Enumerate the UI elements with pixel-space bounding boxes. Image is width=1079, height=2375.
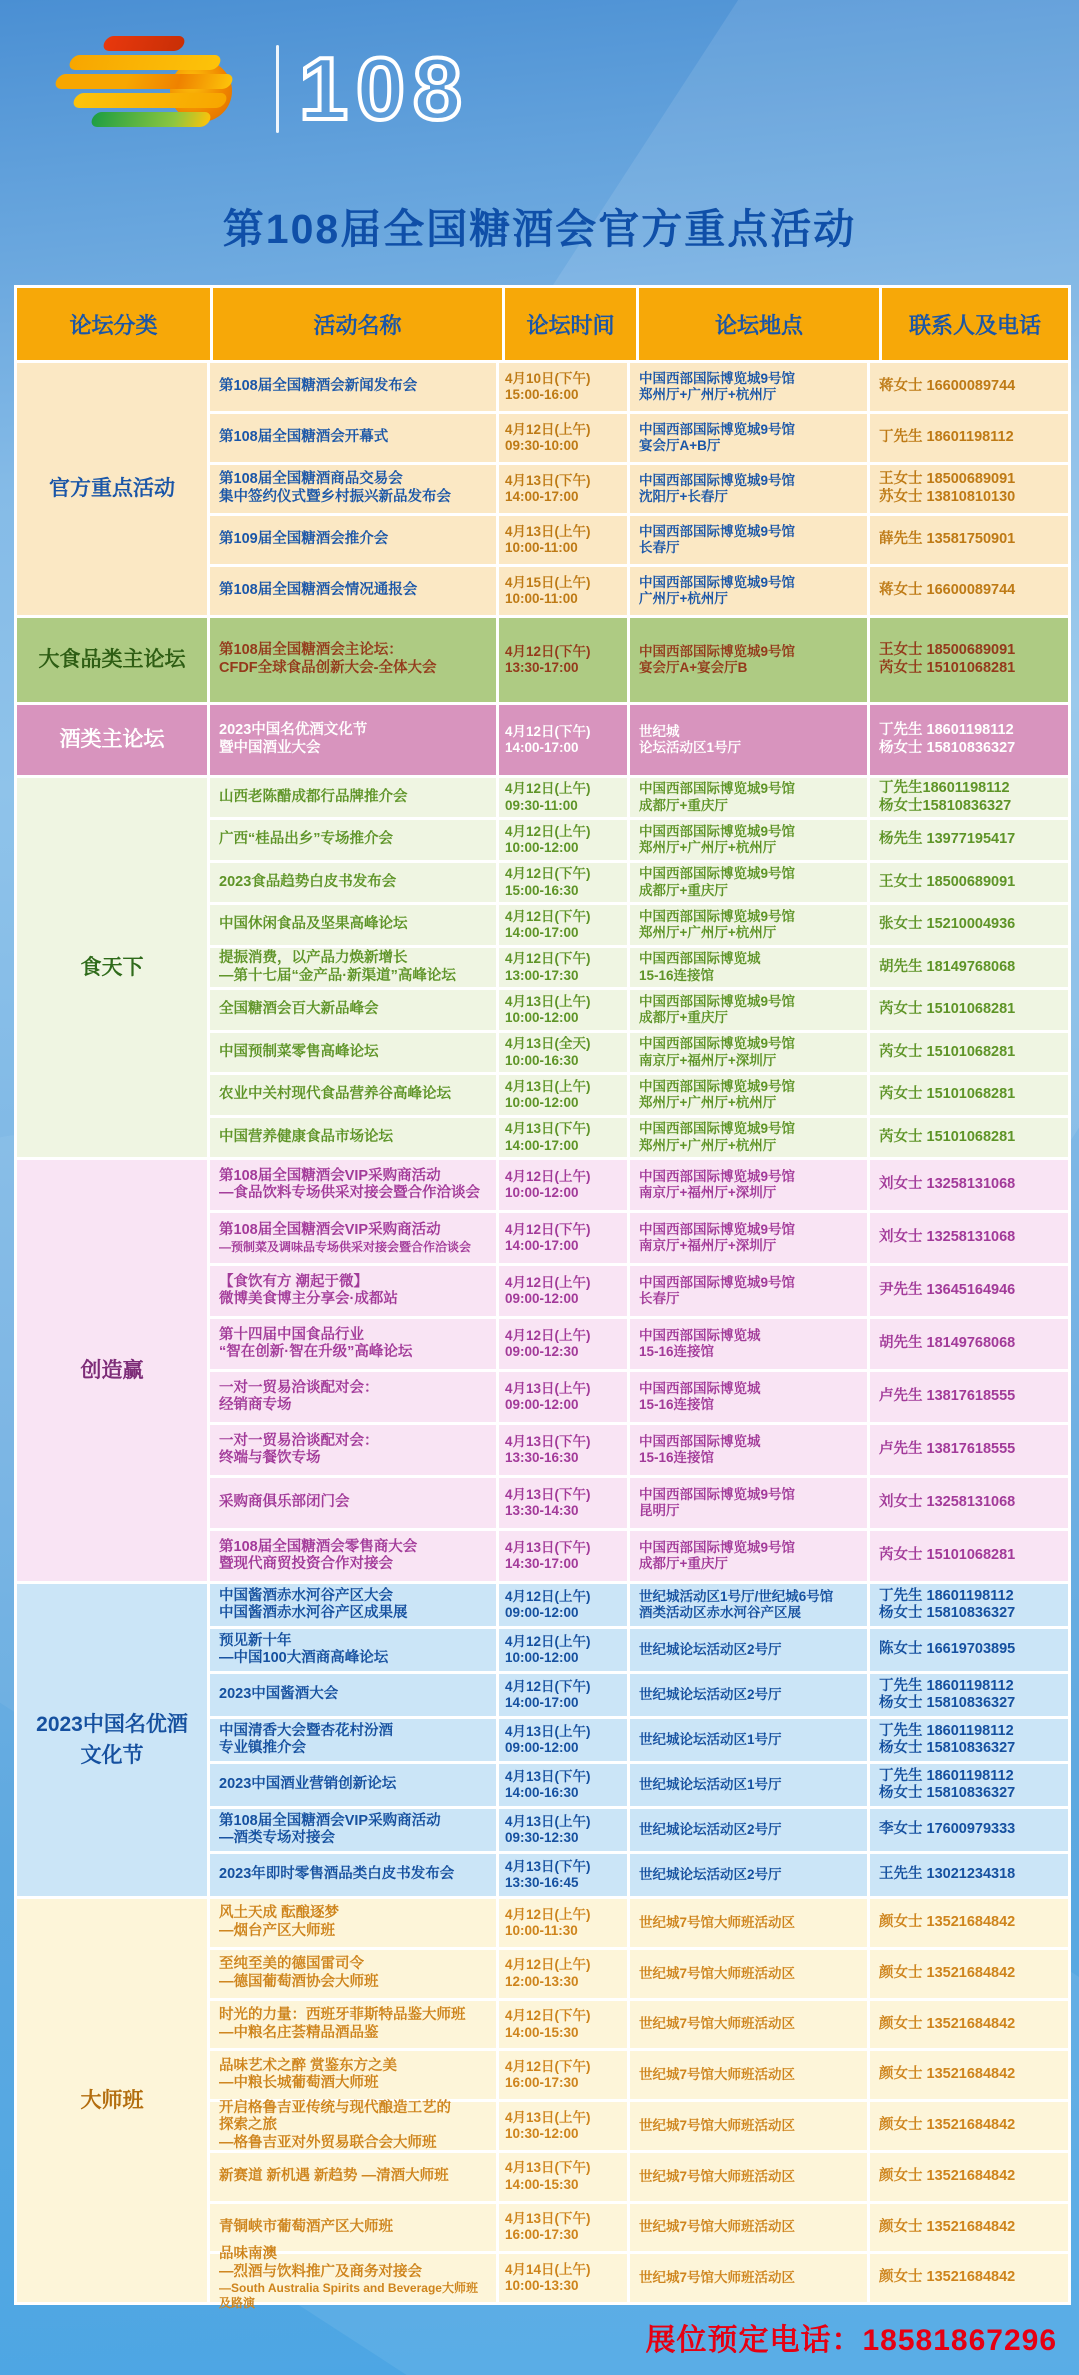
event-contact: 张女士 15210004936 — [870, 905, 1068, 944]
event-venue: 中国西部国际博览城9号馆 南京厅+福州厅+深圳厅 — [630, 1160, 870, 1210]
event-name: 预见新十年 —中国100大酒商高峰论坛 — [210, 1629, 499, 1671]
page-title: 第108届全国糖酒会官方重点活动 — [222, 206, 857, 252]
event-venue: 世纪城论坛活动区1号厅 — [630, 1764, 870, 1806]
event-venue: 世纪城7号馆大师班活动区 — [630, 2051, 870, 2099]
event-row — [210, 1806, 1068, 1851]
booking-phone — [645, 2315, 1057, 2359]
table-section — [17, 775, 1068, 1157]
event-time: 4月12日(下午) 14:00-15:30 — [499, 2001, 630, 2049]
event-contact: 芮女士 15101068281 — [870, 1531, 1068, 1581]
event-time: 4月12日(上午) 10:00-12:00 — [499, 1629, 630, 1671]
event-contact: 王女士 18500689091 芮女士 15101068281 — [870, 618, 1068, 702]
event-contact: 杨先生 13977195417 — [870, 820, 1068, 859]
event-venue: 中国西部国际博览城9号馆 郑州厅+广州厅+杭州厅 — [630, 1118, 870, 1157]
event-venue: 中国西部国际博览城 15-16连接馆 — [630, 1319, 870, 1369]
event-name: 【食饮有方 潮起于微】 微博美食博主分享会·成都站 — [210, 1266, 499, 1316]
event-time: 4月13日(上午) 10:00-12:00 — [499, 1075, 630, 1114]
event-contact: 王先生 13021234318 — [870, 1854, 1068, 1896]
event-name: 青铜峡市葡萄酒产区大师班 — [210, 2204, 499, 2252]
event-venue: 世纪城7号馆大师班活动区 — [630, 2102, 870, 2150]
event-name: 2023中国酒业营销创新论坛 — [210, 1764, 499, 1806]
event-venue: 世纪城7号馆大师班活动区 — [630, 2254, 870, 2302]
event-contact: 颜女士 13521684842 — [870, 2153, 1068, 2201]
event-name: 中国预制菜零售高峰论坛 — [210, 1033, 499, 1072]
event-time: 4月12日(下午) 15:00-16:30 — [499, 863, 630, 902]
event-venue: 世纪城7号馆大师班活动区 — [630, 2204, 870, 2252]
event-time: 4月13日(上午) 10:00-12:00 — [499, 990, 630, 1029]
event-contact: 颜女士 13521684842 — [870, 2254, 1068, 2302]
event-venue: 中国西部国际博览城9号馆 郑州厅+广州厅+杭州厅 — [630, 1075, 870, 1114]
event-name: 2023中国名优酒文化节 暨中国酒业大会 — [210, 705, 499, 775]
event-venue: 中国西部国际博览城9号馆 郑州厅+广州厅+杭州厅 — [630, 363, 870, 411]
event-row — [210, 2245, 1068, 2310]
event-row — [210, 1528, 1068, 1581]
event-contact: 丁先生 18601198112 杨女士 15810836327 — [870, 1584, 1068, 1626]
event-contact: 蒋女士 16600089744 — [870, 567, 1068, 615]
column-header: 论坛地点 — [639, 288, 882, 360]
event-venue: 中国西部国际博览城9号馆 成都厅+重庆厅 — [630, 990, 870, 1029]
event-name: 第108届全国糖酒会情况通报会 — [210, 567, 499, 615]
event-row — [210, 902, 1068, 944]
event-venue: 中国西部国际博览城9号馆 郑州厅+广州厅+杭州厅 — [630, 820, 870, 859]
event-time: 4月13日(下午) 16:00-17:30 — [499, 2204, 630, 2252]
event-time: 4月12日(下午) 13:30-17:00 — [499, 618, 630, 702]
event-name: 2023年即时零售酒品类白皮书发布会 — [210, 1854, 499, 1896]
event-row — [210, 860, 1068, 902]
event-row — [210, 987, 1068, 1029]
event-contact: 颜女士 13521684842 — [870, 2001, 1068, 2049]
event-name: 一对一贸易洽谈配对会： 终端与餐饮专场 — [210, 1425, 499, 1475]
event-name: 开启格鲁吉亚传统与现代酿造工艺的 探索之旅 —格鲁吉亚对外贸易联合会大师班 — [210, 2102, 499, 2150]
event-name: 第108届全国糖酒会新闻发布会 — [210, 363, 499, 411]
table-section — [17, 360, 1068, 615]
event-time: 4月12日(下午) 14:00-17:00 — [499, 705, 630, 775]
events-table — [14, 285, 1071, 2310]
event-row — [210, 817, 1068, 859]
event-time: 4月12日(上午) 10:00-12:00 — [499, 1160, 630, 1210]
event-venue: 中国西部国际博览城9号馆 宴会厅A+宴会厅B — [630, 618, 870, 702]
event-time: 4月13日(下午) 14:00-17:00 — [499, 1118, 630, 1157]
event-name: 第108届全国糖酒会VIP采购商活动 —酒类专场对接会 — [210, 1809, 499, 1851]
event-venue: 世纪城7号馆大师班活动区 — [630, 1950, 870, 1998]
event-name: 山西老陈醋成都行品牌推介会 — [210, 778, 499, 817]
event-time: 4月13日(上午) 09:00-12:00 — [499, 1719, 630, 1761]
event-name: 中国休闲食品及坚果高峰论坛 — [210, 905, 499, 944]
event-venue: 中国西部国际博览城 15-16连接馆 — [630, 948, 870, 987]
event-venue: 世纪城论坛活动区2号厅 — [630, 1854, 870, 1896]
event-time: 4月12日(下午) 14:00-17:00 — [499, 1674, 630, 1716]
event-time: 4月12日(上午) 10:00-11:30 — [499, 1899, 630, 1947]
column-header: 活动名称 — [213, 288, 505, 360]
event-row — [210, 1072, 1068, 1114]
event-time: 4月12日(上午) 09:00-12:30 — [499, 1319, 630, 1369]
event-row — [210, 945, 1068, 987]
event-name: 2023食品趋势白皮书发布会 — [210, 863, 499, 902]
event-row — [210, 1899, 1068, 1947]
table-section — [17, 1157, 1068, 1581]
event-name: 第108届全国糖酒会主论坛： CFDF全球食品创新大会-全体大会 — [210, 618, 499, 702]
event-name: 提振消费，以产品力焕新增长 —第十七届“金产品·新渠道”高峰论坛 — [210, 948, 499, 987]
event-row — [210, 1369, 1068, 1422]
booking-phone-label: 展位预定电话： — [645, 2324, 863, 2357]
event-time: 4月12日(下午) 13:00-17:30 — [499, 948, 630, 987]
event-time: 4月14日(上午) 10:00-13:30 — [499, 2254, 630, 2302]
logo-divider — [276, 45, 279, 133]
event-time: 4月12日(下午) 14:00-17:00 — [499, 1213, 630, 1263]
column-header: 论坛分类 — [17, 288, 213, 360]
event-name: 一对一贸易洽谈配对会： 经销商专场 — [210, 1372, 499, 1422]
event-venue: 中国西部国际博览城 15-16连接馆 — [630, 1425, 870, 1475]
event-row — [210, 2201, 1068, 2252]
event-row — [210, 1115, 1068, 1157]
event-name: 广西“桂品出乡”专场推介会 — [210, 820, 499, 859]
event-contact: 芮女士 15101068281 — [870, 1033, 1068, 1072]
logo-number: 108 — [299, 39, 470, 138]
event-name: 中国清香大会暨杏花村汾酒 专业镇推介会 — [210, 1719, 499, 1761]
event-name: 第109届全国糖酒会推介会 — [210, 516, 499, 564]
event-time: 4月12日(上午) 09:30-10:00 — [499, 414, 630, 462]
event-row — [210, 363, 1068, 411]
event-contact: 蒋女士 16600089744 — [870, 363, 1068, 411]
event-row — [210, 564, 1068, 615]
event-time: 4月13日(下午) 13:30-14:30 — [499, 1478, 630, 1528]
event-time: 4月13日(上午) 10:00-11:00 — [499, 516, 630, 564]
event-venue: 中国西部国际博览城9号馆 长春厅 — [630, 1266, 870, 1316]
event-contact: 芮女士 15101068281 — [870, 990, 1068, 1029]
event-contact: 颜女士 13521684842 — [870, 2051, 1068, 2099]
event-row — [210, 1030, 1068, 1072]
event-contact: 陈女士 16619703895 — [870, 1629, 1068, 1671]
event-contact: 颜女士 13521684842 — [870, 1950, 1068, 1998]
event-venue: 中国西部国际博览城9号馆 郑州厅+广州厅+杭州厅 — [630, 905, 870, 944]
category-cell: 大食品类主论坛 — [17, 618, 210, 702]
event-venue: 中国西部国际博览城9号馆 南京厅+福州厅+深圳厅 — [630, 1213, 870, 1263]
event-time: 4月13日(下午) 14:00-15:30 — [499, 2153, 630, 2201]
event-name: 农业中关村现代食品营养谷高峰论坛 — [210, 1075, 499, 1114]
event-venue: 世纪城论坛活动区2号厅 — [630, 1674, 870, 1716]
event-venue: 世纪城论坛活动区2号厅 — [630, 1629, 870, 1671]
event-time: 4月13日(上午) 10:30-12:00 — [499, 2102, 630, 2150]
event-contact: 胡先生 18149768068 — [870, 948, 1068, 987]
event-contact: 胡先生 18149768068 — [870, 1319, 1068, 1369]
table-section — [17, 1581, 1068, 1896]
event-contact: 卢先生 13817618555 — [870, 1425, 1068, 1475]
event-time: 4月12日(下午) 14:00-17:00 — [499, 905, 630, 944]
event-name: 中国酱酒赤水河谷产区大会 中国酱酒赤水河谷产区成果展 — [210, 1584, 499, 1626]
event-venue: 世纪城7号馆大师班活动区 — [630, 1899, 870, 1947]
event-time: 4月12日(上午) 09:00-12:00 — [499, 1584, 630, 1626]
event-name: 品味南澳 —烈酒与饮料推广及商务对接会 —South Australia Spirits and Beverage大师班及路演 — [210, 2254, 499, 2302]
event-venue: 世纪城7号馆大师班活动区 — [630, 2153, 870, 2201]
event-time: 4月12日(上午) 09:00-12:00 — [499, 1266, 630, 1316]
event-row — [210, 462, 1068, 513]
event-name: 第108届全国糖酒会VIP采购商活动 —食品饮料专场供采对接会暨合作洽谈会 — [210, 1160, 499, 1210]
table-header-row — [17, 288, 1068, 360]
event-row — [210, 513, 1068, 564]
event-venue: 中国西部国际博览城9号馆 沈阳厅+长春厅 — [630, 465, 870, 513]
event-time: 4月12日(上午) 09:30-11:00 — [499, 778, 630, 817]
event-time: 4月13日(上午) 09:00-12:00 — [499, 1372, 630, 1422]
event-time: 4月13日(上午) 09:30-12:30 — [499, 1809, 630, 1851]
event-venue: 世纪城活动区1号厅/世纪城6号馆 酒类活动区赤水河谷产区展 — [630, 1584, 870, 1626]
event-row — [210, 2048, 1068, 2099]
event-contact: 尹先生 13645164946 — [870, 1266, 1068, 1316]
event-contact: 李女士 17600979333 — [870, 1809, 1068, 1851]
event-row — [210, 1210, 1068, 1263]
event-time: 4月13日(下午) 13:30-16:30 — [499, 1425, 630, 1475]
event-name: 至纯至美的德国雷司令 —德国葡萄酒协会大师班 — [210, 1950, 499, 1998]
table-section — [17, 1896, 1068, 2310]
category-cell: 食天下 — [17, 778, 210, 1157]
event-contact: 薛先生 13581750901 — [870, 516, 1068, 564]
event-contact: 颜女士 13521684842 — [870, 1899, 1068, 1947]
event-time: 4月15日(上午) 10:00-11:00 — [499, 567, 630, 615]
event-time: 4月13日(下午) 13:30-16:45 — [499, 1854, 630, 1896]
event-row — [210, 2099, 1068, 2150]
event-contact: 丁先生 18601198112 杨女士 15810836327 — [870, 1764, 1068, 1806]
event-venue: 中国西部国际博览城9号馆 南京厅+福州厅+深圳厅 — [630, 1033, 870, 1072]
event-name: 第十四届中国食品行业 “智在创新·智在升级”高峰论坛 — [210, 1319, 499, 1369]
event-row — [210, 1475, 1068, 1528]
event-row — [210, 1316, 1068, 1369]
event-contact: 刘女士 13258131068 — [870, 1160, 1068, 1210]
column-header: 联系人及电话 — [908, 312, 1041, 338]
event-time: 4月12日(下午) 16:00-17:30 — [499, 2051, 630, 2099]
event-contact: 颜女士 13521684842 — [870, 2204, 1068, 2252]
event-name: 第108届全国糖酒商品交易会 集中签约仪式暨乡村振兴新品发布会 — [210, 465, 499, 513]
event-name: 采购商俱乐部闭门会 — [210, 1478, 499, 1528]
event-time: 4月13日(全天) 10:00-16:30 — [499, 1033, 630, 1072]
event-contact: 颜女士 13521684842 — [870, 2102, 1068, 2150]
booking-phone-number: 18581867296 — [862, 2324, 1057, 2357]
event-contact: 丁先生 18601198112 杨女士 15810836327 — [870, 1719, 1068, 1761]
event-venue: 中国西部国际博览城9号馆 成都厅+重庆厅 — [630, 778, 870, 817]
category-cell: 官方重点活动 — [17, 363, 210, 615]
table-body — [17, 360, 1068, 2310]
event-name: 全国糖酒会百大新品峰会 — [210, 990, 499, 1029]
event-row — [210, 1998, 1068, 2049]
event-venue: 中国西部国际博览城9号馆 昆明厅 — [630, 1478, 870, 1528]
event-venue: 中国西部国际博览城9号馆 长春厅 — [630, 516, 870, 564]
event-contact: 芮女士 15101068281 — [870, 1075, 1068, 1114]
event-row — [210, 1947, 1068, 1998]
event-contact: 芮女士 15101068281 — [870, 1118, 1068, 1157]
event-venue: 世纪城 论坛活动区1号厅 — [630, 705, 870, 775]
category-cell: 酒类主论坛 — [17, 705, 210, 775]
event-row — [210, 1851, 1068, 1896]
category-cell: 创造赢 — [17, 1160, 210, 1581]
event-venue: 中国西部国际博览城9号馆 成都厅+重庆厅 — [630, 1531, 870, 1581]
tangjiuhui-logo — [52, 34, 470, 144]
event-row — [210, 1626, 1068, 1671]
event-name: 风土天成 酝酿逐梦 —烟台产区大师班 — [210, 1899, 499, 1947]
event-contact: 刘女士 13258131068 — [870, 1478, 1068, 1528]
event-name: 品味艺术之醉 赏鉴东方之美 —中粮长城葡萄酒大师班 — [210, 2051, 499, 2099]
event-row — [210, 1584, 1068, 1626]
logo-stripes-icon — [52, 34, 262, 144]
event-venue: 中国西部国际博览城 15-16连接馆 — [630, 1372, 870, 1422]
event-venue: 世纪城论坛活动区1号厅 — [630, 1719, 870, 1761]
table-section — [17, 702, 1068, 775]
category-cell: 2023中国名优酒 文化节 — [17, 1584, 210, 1896]
event-venue: 中国西部国际博览城9号馆 广州厅+杭州厅 — [630, 567, 870, 615]
event-contact: 王女士 18500689091 — [870, 863, 1068, 902]
event-row — [210, 1422, 1068, 1475]
event-contact: 王女士 18500689091 苏女士 13810810130 — [870, 465, 1068, 513]
table-section — [17, 615, 1068, 702]
event-contact: 丁先生18601198112 杨女士15810836327 — [870, 778, 1068, 817]
event-name: 第108届全国糖酒会零售商大会 暨现代商贸投资合作对接会 — [210, 1531, 499, 1581]
event-row — [210, 411, 1068, 462]
event-contact: 丁先生 18601198112 杨女士 15810836327 — [870, 1674, 1068, 1716]
event-venue: 中国西部国际博览城9号馆 成都厅+重庆厅 — [630, 863, 870, 902]
event-time: 4月13日(下午) 14:00-16:30 — [499, 1764, 630, 1806]
event-row — [210, 2150, 1068, 2201]
event-contact: 丁先生 18601198112 — [870, 414, 1068, 462]
event-row — [210, 618, 1068, 702]
event-venue: 中国西部国际博览城9号馆 宴会厅A+B厅 — [630, 414, 870, 462]
event-row — [210, 1716, 1068, 1761]
event-row — [210, 1263, 1068, 1316]
event-name: 第108届全国糖酒会开幕式 — [210, 414, 499, 462]
event-row — [210, 705, 1068, 775]
event-time: 4月13日(下午) 14:00-17:00 — [499, 465, 630, 513]
event-time: 4月12日(上午) 10:00-12:00 — [499, 820, 630, 859]
category-cell: 大师班 — [17, 1899, 210, 2302]
event-venue: 世纪城7号馆大师班活动区 — [630, 2001, 870, 2049]
event-name: 第108届全国糖酒会VIP采购商活动 —预制菜及调味品专场供采对接会暨合作洽谈会 — [210, 1213, 499, 1263]
event-name: 时光的力量：西班牙菲斯特品鉴大师班 —中粮名庄荟精品酒品鉴 — [210, 2001, 499, 2049]
event-contact: 刘女士 13258131068 — [870, 1213, 1068, 1263]
event-time: 4月13日(下午) 14:30-17:00 — [499, 1531, 630, 1581]
event-row — [210, 1671, 1068, 1716]
event-contact: 丁先生 18601198112 杨女士 15810836327 — [870, 705, 1068, 775]
event-row — [210, 778, 1068, 817]
column-header: 论坛时间 — [505, 288, 639, 360]
event-time: 4月10日(下午) 15:00-16:00 — [499, 363, 630, 411]
event-name: 中国营养健康食品市场论坛 — [210, 1118, 499, 1157]
event-venue: 世纪城论坛活动区2号厅 — [630, 1809, 870, 1851]
event-time: 4月12日(上午) 12:00-13:30 — [499, 1950, 630, 1998]
event-row — [210, 1761, 1068, 1806]
event-contact: 卢先生 13817618555 — [870, 1372, 1068, 1422]
event-name: 新赛道 新机遇 新趋势 —清酒大师班 — [210, 2153, 499, 2201]
event-row — [210, 1160, 1068, 1210]
event-name: 2023中国酱酒大会 — [210, 1674, 499, 1716]
